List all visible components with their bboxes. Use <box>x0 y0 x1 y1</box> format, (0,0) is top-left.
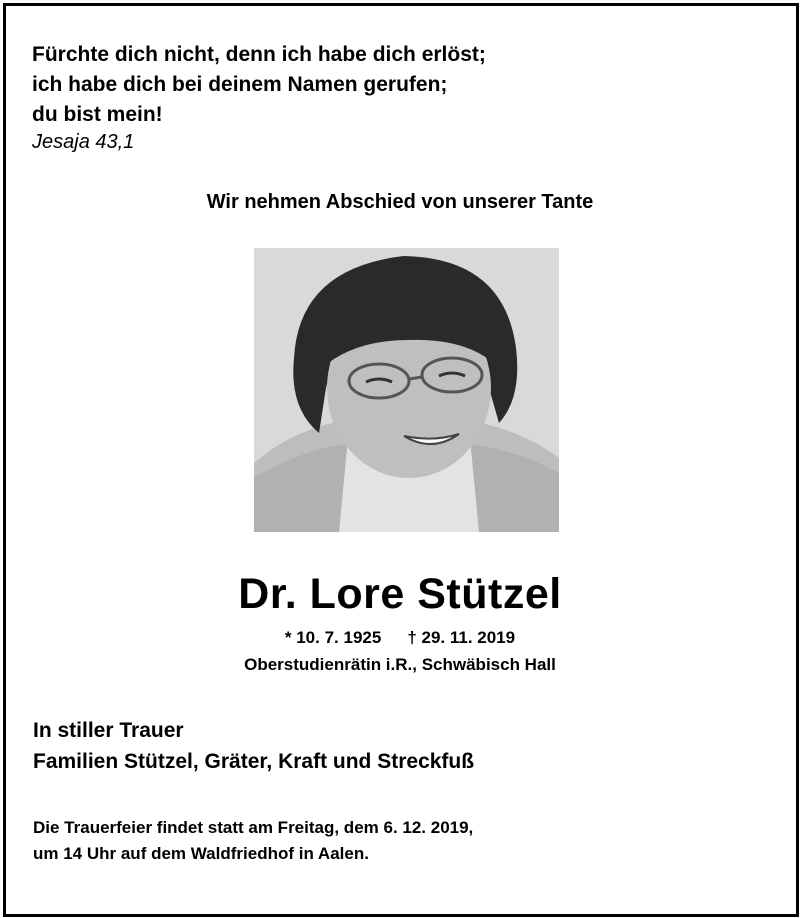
birth-date: * 10. 7. 1925 <box>284 628 382 647</box>
verse-line-3: du bist mein! <box>32 103 163 126</box>
life-dates <box>0 628 800 648</box>
mourners-block <box>33 715 474 777</box>
death-date: † 29. 11. 2019 <box>407 628 516 647</box>
funeral-line-2: um 14 Uhr auf dem Waldfriedhof in Aalen. <box>33 844 369 863</box>
verse-line-2: ich habe dich bei deinem Namen gerufen; <box>32 73 448 96</box>
intro-text: Wir nehmen Abschied von unserer Tante <box>206 191 594 213</box>
portrait-photo <box>254 248 559 532</box>
mourners-line-2: Familien Stützel, Gräter, Kraft und Streckfuß <box>33 750 475 773</box>
deceased-title: Oberstudienrätin i.R., Schwäbisch Hall <box>244 655 556 674</box>
mourners-line-1: In stiller Trauer <box>33 719 184 742</box>
verse-reference: Jesaja 43,1 <box>32 131 135 153</box>
funeral-line-1: Die Trauerfeier findet statt am Freitag, dem 6. 12. 2019, <box>33 818 474 837</box>
bible-verse <box>32 40 486 130</box>
portrait-illustration <box>254 248 559 532</box>
funeral-info <box>33 815 473 867</box>
verse-line-1: Fürchte dich nicht, denn ich habe dich erlöst; <box>32 43 486 66</box>
deceased-name: Dr. Lore Stützel <box>238 570 562 618</box>
